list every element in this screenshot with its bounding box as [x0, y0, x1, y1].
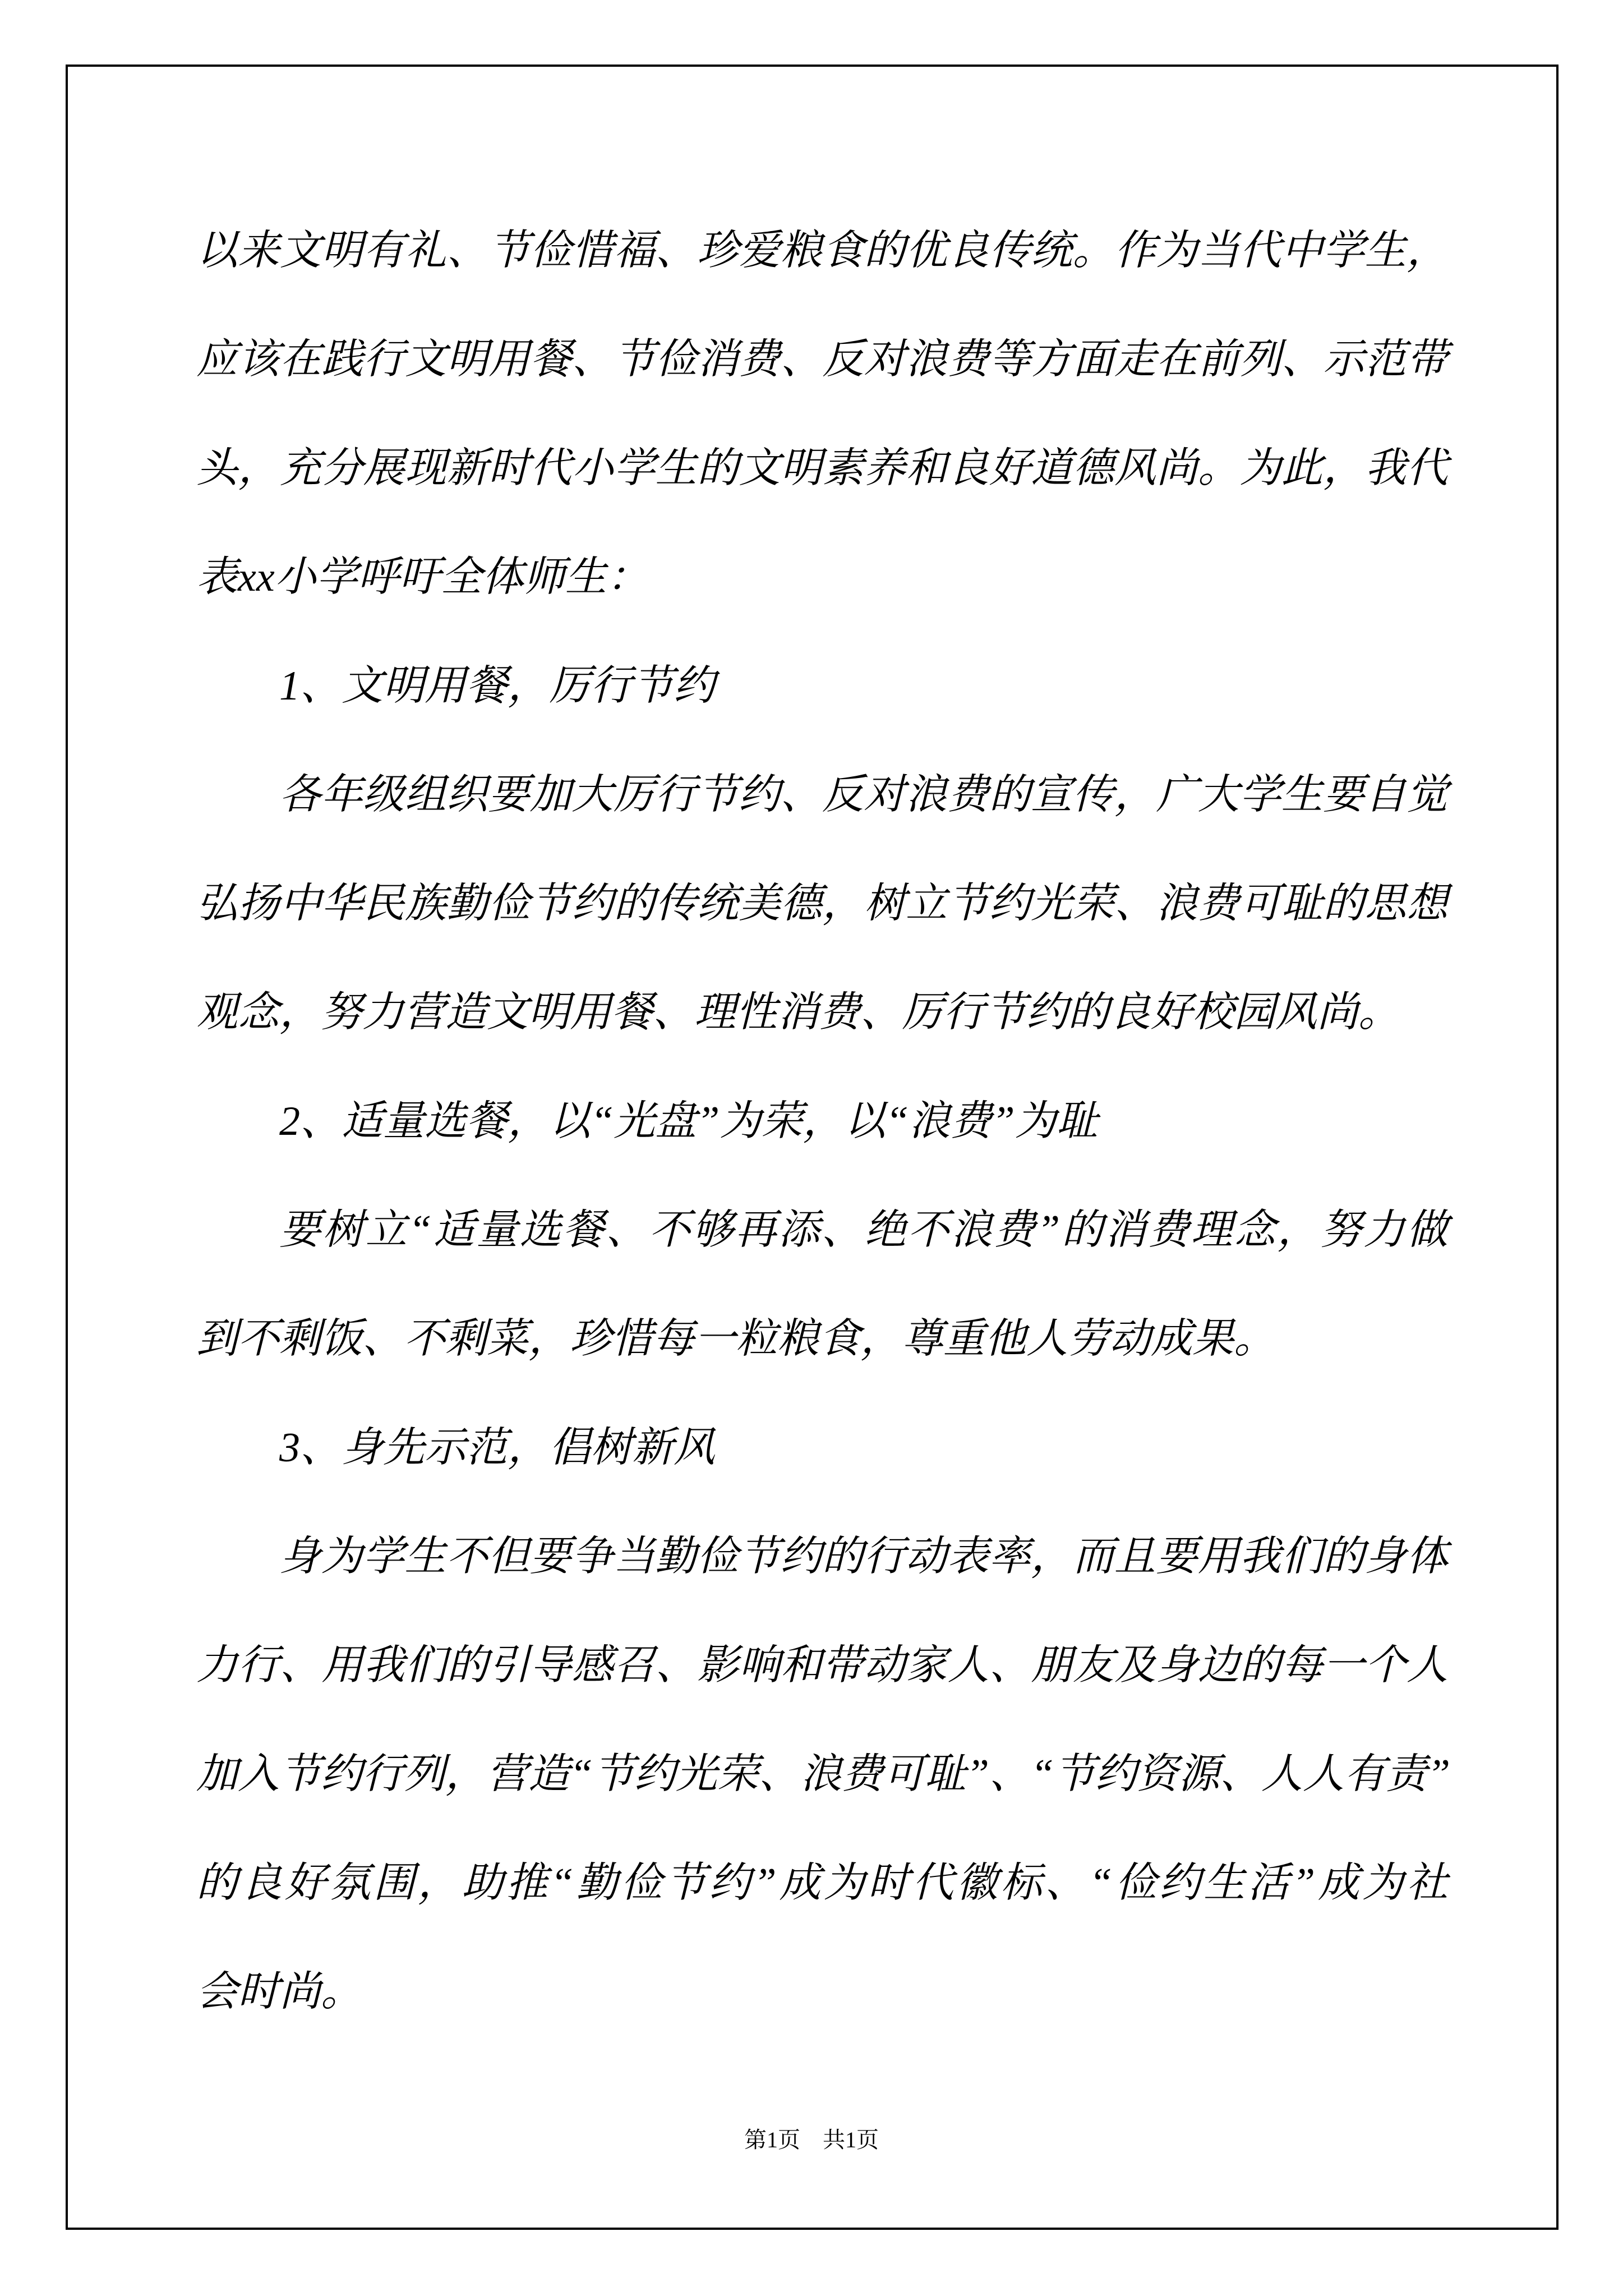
page-footer: 第1页 共1页 — [744, 2127, 879, 2152]
text-line: 各年级组织要加大厉行节约、反对浪费的宣传，广大学生要自觉 — [279, 772, 1448, 818]
text-line: 的良好氛围，助推“勤俭节约”成为时代徽标、“俭约生活”成为社 — [196, 1860, 1448, 1906]
text-line: 加入节约行列，营造“节约光荣、浪费可耻”、“节约资源、人人有责” — [196, 1751, 1448, 1797]
document-body — [196, 196, 1448, 2046]
text-line-heading-3: 3、身先示范，倡树新风 — [279, 1425, 715, 1471]
text-line: 应该在践行文明用餐、节俭消费、反对浪费等方面走在前列、示范带 — [196, 337, 1448, 383]
text-line: 观念，努力营造文明用餐、理性消费、厉行节约的良好校园风尚。 — [196, 990, 1400, 1036]
text-line: 身为学生不但要争当勤俭节约的行动表率，而且要用我们的身体 — [279, 1534, 1448, 1580]
text-line: 力行、用我们的引导感召、影响和带动家人、朋友及身边的每一个人 — [196, 1642, 1448, 1688]
text-line: 弘扬中华民族勤俭节约的传统美德，树立节约光荣、浪费可耻的思想 — [196, 881, 1448, 927]
text-line: 会时尚。 — [196, 1969, 362, 2015]
text-line-heading-1: 1、文明用餐，厉行节约 — [279, 663, 715, 709]
text-line: 头，充分展现新时代小学生的文明素养和良好道德风尚。为此，我代 — [196, 445, 1448, 491]
text-line-heading-2: 2、适量选餐，以“光盘”为荣，以“浪费”为耻 — [279, 1098, 1098, 1144]
text-line: 以来文明有礼、节俭惜福、珍爱粮食的优良传统。作为当代中学生， — [196, 228, 1448, 274]
text-line: 要树立“适量选餐、不够再添、绝不浪费”的消费理念，努力做 — [279, 1207, 1448, 1253]
text-line: 到不剩饭、不剩菜，珍惜每一粒粮食，尊重他人劳动成果。 — [196, 1316, 1275, 1362]
text-line: 表xx小学呼吁全体师生： — [196, 554, 648, 600]
